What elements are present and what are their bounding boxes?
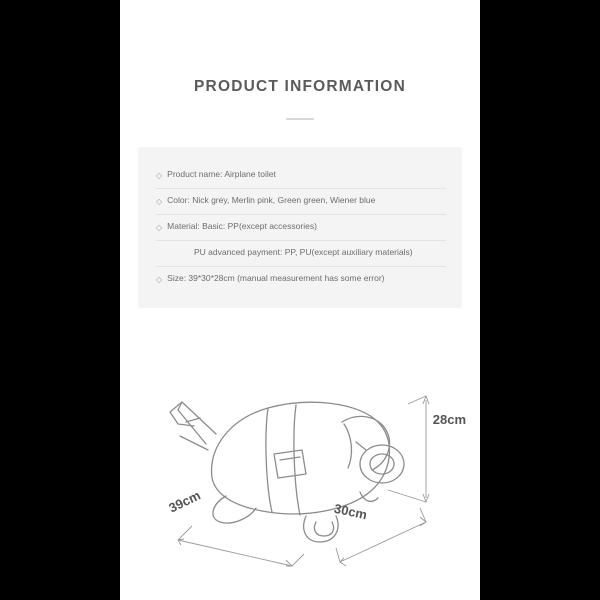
info-row: [156, 163, 446, 189]
info-row-text: Material: Basic: PP(except accessories): [167, 221, 317, 231]
diamond-bullet-icon: ◇: [156, 223, 163, 232]
depth-dimension-label: 39cm: [166, 487, 203, 516]
info-row-text: Color: Nick grey, Merlin pink, Green green, Wiener blue: [167, 195, 376, 205]
info-row: [156, 267, 446, 292]
page-title: PRODUCT INFORMATION: [194, 78, 406, 95]
info-row-text: Size: 39*30*28cm (manual measurement has some error): [167, 273, 385, 283]
diamond-bullet-icon: ◇: [156, 275, 163, 284]
diamond-bullet-icon: ◇: [156, 197, 163, 206]
product-info-page: [120, 0, 480, 600]
airplane-line-drawing: [120, 326, 480, 576]
product-info-card: [138, 147, 462, 308]
width-dimension-label: 30cm: [332, 500, 369, 523]
diamond-bullet-icon: ◇: [156, 171, 163, 180]
title-divider: [286, 118, 314, 120]
info-row-text: PU advanced payment: PP, PU(except auxiliary materials): [194, 247, 413, 257]
info-row: [156, 189, 446, 215]
height-dimension-label: 28cm: [432, 412, 466, 427]
info-row: [156, 215, 446, 241]
product-dimension-diagram: [120, 326, 480, 576]
info-row-text: Product name: Airplane toilet: [167, 169, 276, 179]
info-row-continuation: [156, 241, 446, 267]
